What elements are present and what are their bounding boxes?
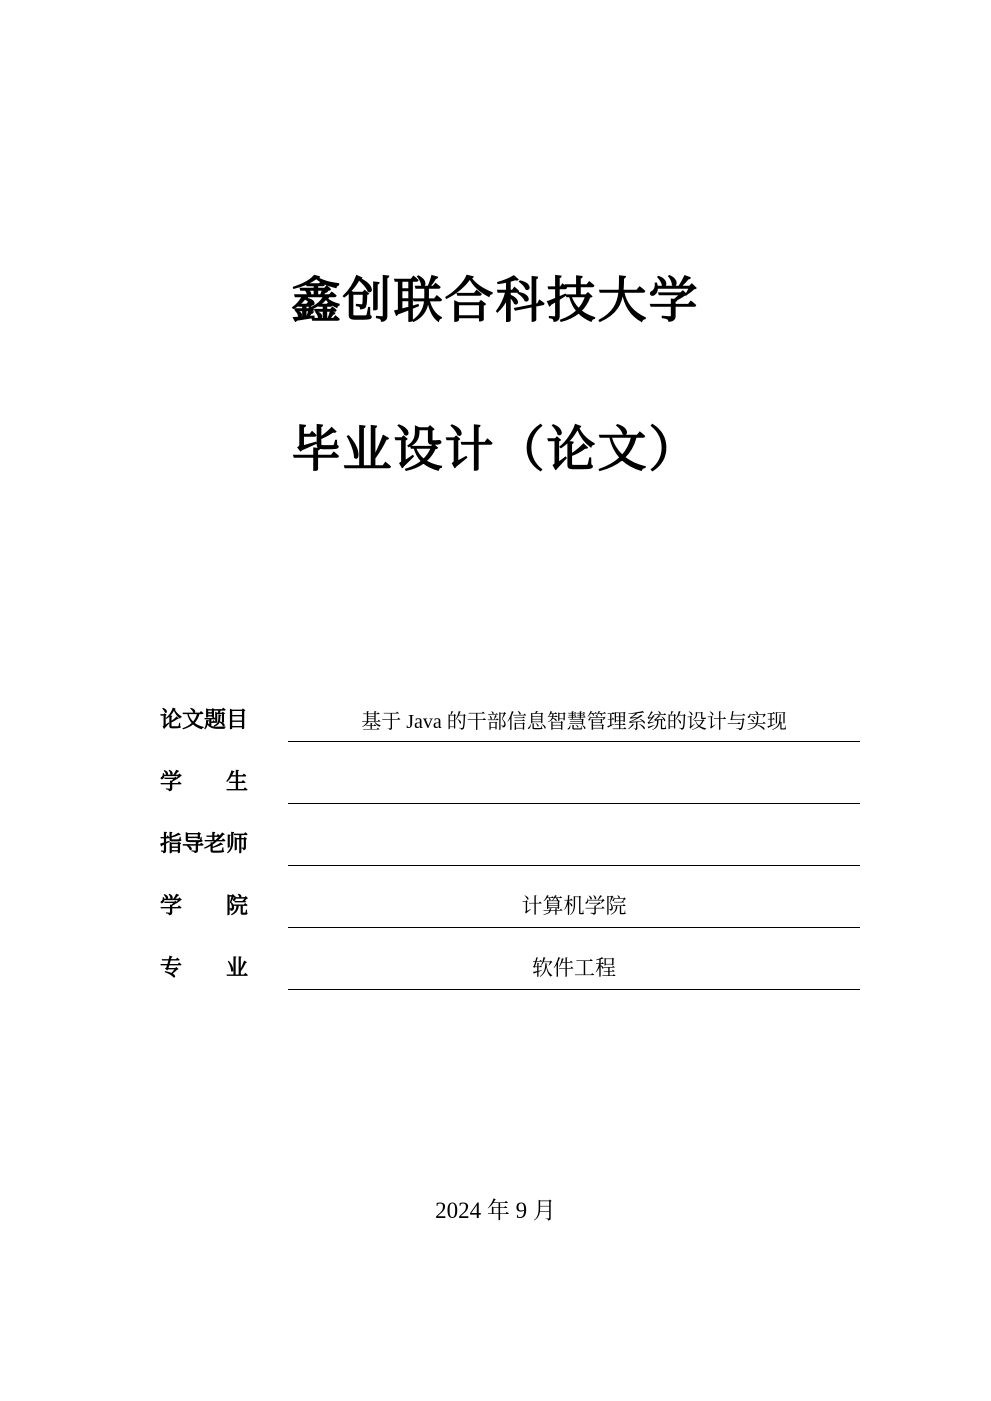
title-block: [0, 272, 991, 480]
field-value-major[interactable]: 软件工程: [288, 952, 860, 990]
cover-info-fields: [160, 680, 860, 990]
field-label-college: 学 院: [160, 893, 249, 918]
field-row-student: [160, 742, 860, 804]
field-label-major: 专 业: [160, 955, 249, 980]
field-label-advisor: 指导老师: [160, 831, 249, 856]
field-value-student[interactable]: [288, 776, 860, 804]
field-row-college: [160, 866, 860, 928]
field-value-advisor[interactable]: [288, 838, 860, 866]
field-row-major: [160, 928, 860, 990]
field-label-student: 学 生: [160, 769, 249, 794]
field-value-college[interactable]: 计算机学院: [288, 890, 860, 928]
field-label-thesis-title: 论文题目: [160, 707, 249, 732]
field-row-thesis-title: [160, 680, 860, 742]
cover-date: 2024 年 9 月: [435, 1198, 556, 1223]
university-name: 鑫创联合科技大学: [291, 274, 700, 328]
field-row-advisor: [160, 804, 860, 866]
field-value-thesis-title[interactable]: 基于 Java 的干部信息智慧管理系统的设计与实现: [288, 705, 860, 742]
document-type-title: 毕业设计（论文）: [291, 422, 700, 477]
